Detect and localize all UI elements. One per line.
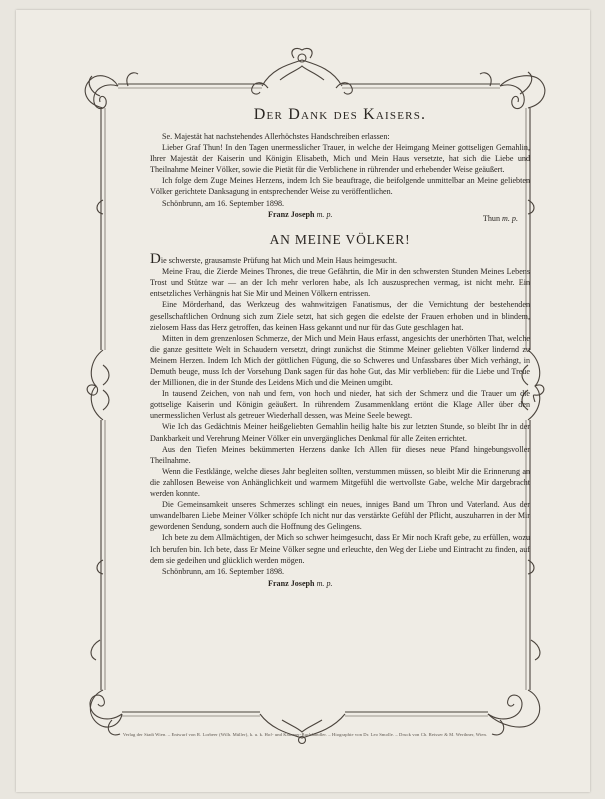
body-paragraph: Meine Frau, die Zierde Meines Thrones, die treue Gefährtin, die Mir in den schwersten Stunden Meines Lebens Trost und Stütze war — an der Ich mehr verloren habe, als Ich auszusprechen vermag, ist nicht mehr. Ein entsetzliches Verhängnis hat Sie Mir und Meinen Völkern entrissen.: [150, 267, 530, 299]
letter-paragraph: Ich folge dem Zuge Meines Herzens, indem Ich Sie beauftrage, die beifolgende unmittelbar an Meine geliebten Völker gerichtete Danksagung in entsprechender Weise zu veröffentlichen.: [150, 176, 530, 197]
page-title: Der Dank des Kaisers.: [253, 106, 427, 123]
document-body: [150, 100, 530, 591]
signature: Franz Joseph m. p.: [268, 579, 333, 589]
imprint-footer: Verlag der Stadt Wien. – Entwurf von R. Lorbeer (Wilh. Müller), k. u. k. Hof- und Kammer-Buchhändler. – Hiographie von Dr. Leo Smolle. – Druck von Ch. Reisser & M. Werthner, Wien.: [122, 732, 488, 737]
signature-row: [150, 577, 530, 591]
section-heading: AN MEINE VÖLKER!: [269, 232, 411, 248]
drop-cap: D: [150, 251, 161, 268]
intro-line: Se. Majestät hat nachstehendes Allerhöchstes Handschreiben erlassen:: [162, 132, 390, 141]
countersignature: Thun m. p.: [482, 214, 518, 224]
opening-paragraph: Die schwerste, grausamste Prüfung hat Mich und Mein Haus heimgesucht.: [150, 251, 398, 268]
letter-paragraph: Lieber Graf Thun! In den Tagen unermesslicher Trauer, in welche der Heimgang Meiner gottseligen Gemahlin, Ihrer Majestät der Kaiserin und Königin Elisabeth, Mich und Mein Haus versetzte, hat sich die Liebe und Theilnahme Meiner Völker, sowie die Pietät für die Verblichene in rührender und erhebender Weise geäußert.: [150, 143, 530, 175]
body-paragraph: Die Gemeinsamkeit unseres Schmerzes schlingt ein neues, inniges Band um Thron und Vaterland. Aus der unwandelbaren Liebe Meiner Völker schöpfe Ich nicht nur das verstärkte Gefühl der Pflicht, auszuharren in der Mir gewordenen Sendung, sondern auch die Hoffnung des Gelingens.: [150, 500, 530, 532]
body-paragraph: In tausend Zeichen, von nah und fern, von hoch und nieder, hat sich der Schmerz und die Trauer um die gottselige Kaiserin und Königin geäußert. In rührendem Zusammenklang ertönt die Klage Aller über den unermesslichen Verlust als getreuer Wiederhall dessen, was Meine Seele bewegt.: [150, 389, 530, 421]
body-paragraph: Aus den Tiefen Meines bekümmerten Herzens danke Ich Allen für dieses neue Pfand hingebungsvoller Theilnahme.: [150, 444, 530, 465]
body-paragraph: Ich bete zu dem Allmächtigen, der Mich so schwer heimgesucht, dass Er Mir noch Kraft gebe, zu erfüllen, wozu Ich berufen bin. Ich bete, dass Er Meine Völker segne und erleuchte, den Weg der Liebe und Eintracht zu finden, auf dem sie gedeihen und glücklich werden mögen.: [150, 533, 530, 565]
body-paragraph: Wie Ich das Gedächtnis Meiner heißgeliebten Gemahlin heilig halte bis zur letzten Stunde, so bleibt Ihr in der Dankbarkeit und Verehrung Meiner Völker ein unvergängliches Denkmal für alle Zeiten errichtet.: [150, 422, 530, 443]
signature-row: [150, 209, 530, 223]
body-paragraph: Mitten in dem grenzenlosen Schmerze, der Mich und Mein Haus erfasst, angesichts der unerhörten That, welche die ganze gesittete Welt in Schaudern versetzt, dringt zunächst die Stimme Meiner geliebten Völker lindernd zu Meinem Herzen. Indem Ich Mich der göttlichen Fügung, die so Schweres und Unfassbares über Mich verhängt, in Demuth beuge, muss Ich der Vorsehung Dank sagen für das hohe Gut, das Mir verblieben: für die Liebe und Treue der Millionen, die in der Stunde des Leidens Mich und die Meinen umgibt.: [150, 333, 530, 388]
body-paragraph: Eine Mörderhand, das Werkzeug des wahnwitzigen Fanatismus, der die Vernichtung der bestehenden gesellschaftlichen Ordnung sich zum Ziele setzt, hat sich gegen die edelste der Frauen erhoben und in blindem, zielosem Hass das Herz getroffen, das keinen Hass gekannt und nur für das Gute geschlagen hat.: [150, 300, 530, 332]
body-paragraph: Wenn die Festklänge, welche dieses Jahr begleiten sollten, verstummen müssen, so bleibt Mir die Erinnerung an die zahllosen Beweise von Anhänglichkeit und warmem Mitgefühl die wertvollste Gabe, welche Mir dargebracht werden konnte.: [150, 466, 530, 499]
date-line: Schönbrunn, am 16. September 1898.: [162, 566, 285, 576]
date-line: Schönbrunn, am 16. September 1898.: [162, 198, 285, 208]
signature: Franz Joseph m. p.: [268, 210, 333, 220]
